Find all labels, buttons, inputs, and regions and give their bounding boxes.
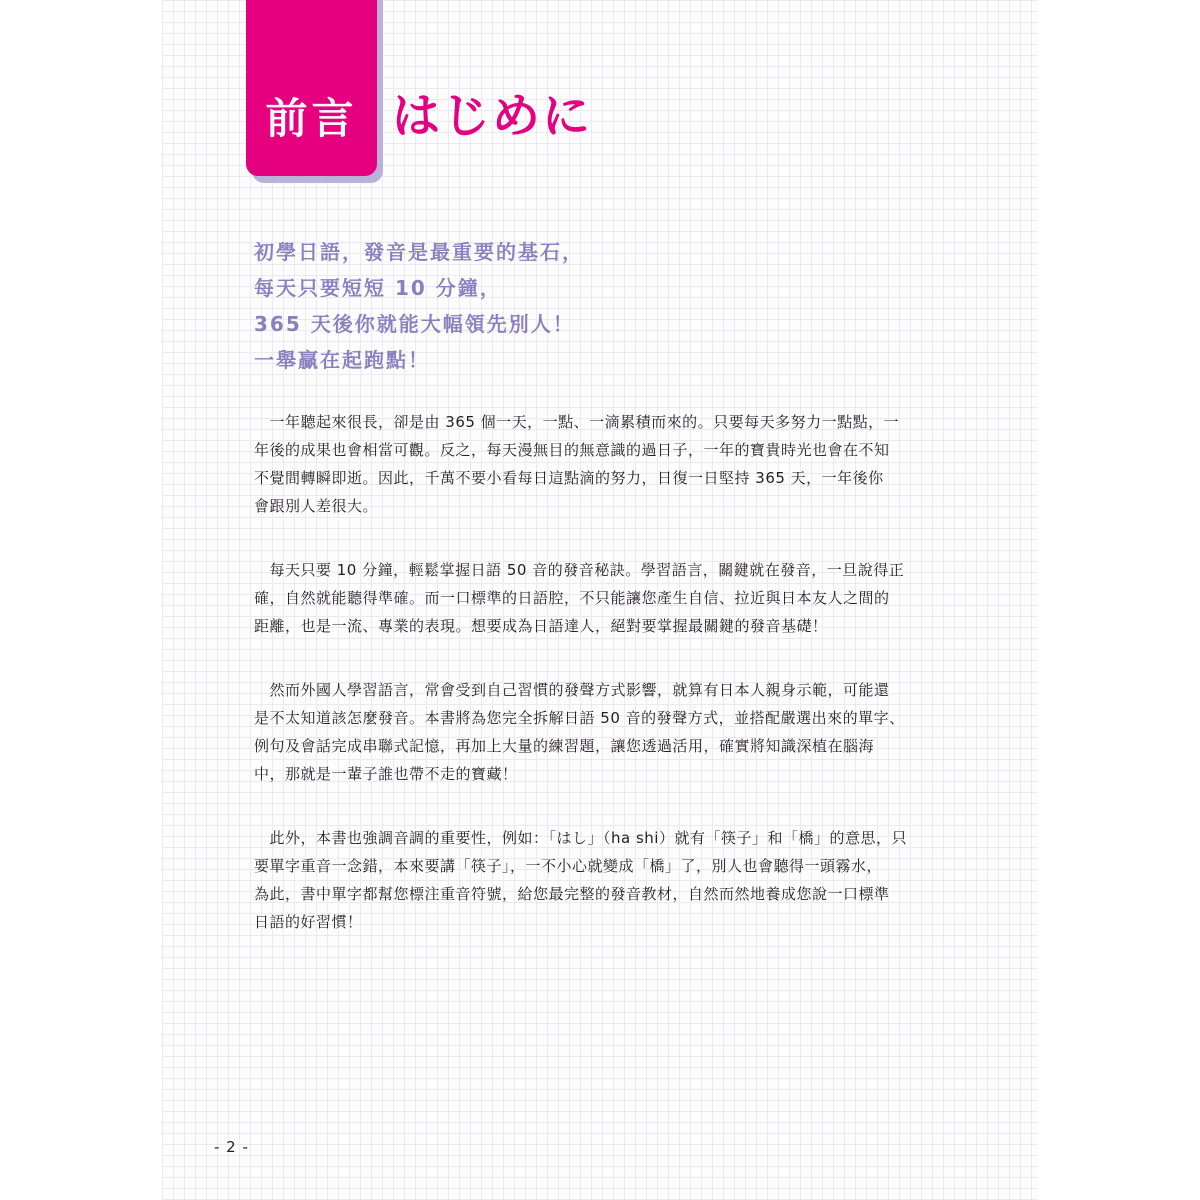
paragraph-2 — [254, 556, 924, 640]
paragraph-line: 中，那就是一輩子誰也帶不走的寶藏！ — [254, 765, 518, 783]
tagline-line: 365 天後你就能大幅領先別人！ — [254, 312, 575, 336]
paragraph-line: 年後的成果也會相當可觀。反之，每天漫無目的無意識的過日子，一年的寶貴時光也會在不知 — [254, 441, 890, 459]
paragraph-4 — [254, 824, 924, 936]
tagline — [254, 234, 914, 378]
paragraph-line: 確，自然就能聽得準確。而一口標準的日語腔，不只能讓您產生自信、拉近與日本友人之間的 — [254, 589, 890, 607]
page-number: - 2 - — [214, 1138, 249, 1156]
page-title: はじめに — [392, 88, 593, 144]
paragraph-line: 每天只要 10 分鐘，輕鬆掌握日語 50 音的發音秘訣。學習語言，關鍵就在發音，一旦說得正 — [254, 561, 905, 579]
paragraph-3 — [254, 676, 924, 788]
paragraph-line: 是不太知道該怎麼發音。本書將為您完全拆解日語 50 音的發聲方式，並搭配嚴選出來的單字、 — [254, 709, 905, 727]
paragraph-line: 日語的好習慣！ — [254, 913, 363, 931]
paragraph-line: 不覺間轉瞬即逝。因此，千萬不要小看每日這點滴的努力，日復一日堅持 365 天，一年後你 — [254, 469, 884, 487]
paragraph-line: 然而外國人學習語言，常會受到自己習慣的發聲方式影響，就算有日本人親身示範，可能還 — [254, 681, 890, 699]
paragraph-line: 距離，也是一流、專業的表現。想要成為日語達人，絕對要掌握最關鍵的發音基礎！ — [254, 617, 828, 635]
title-tab — [246, 0, 377, 176]
tagline-line: 每天只要短短 10 分鐘， — [254, 276, 502, 300]
paragraph-line: 例句及會話完成串聯式記憶，再加上大量的練習題，讓您透過活用，確實將知識深植在腦海 — [254, 737, 875, 755]
tagline-line: 一舉贏在起跑點！ — [254, 348, 430, 372]
paragraph-line: 一年聽起來很長，卻是由 365 個一天，一點、一滴累積而來的。只要每天多努力一點點，一 — [254, 413, 900, 431]
paragraph-line: 為此，書中單字都幫您標注重音符號，給您最完整的發音教材，自然而然地養成您說一口標準 — [254, 885, 890, 903]
paragraph-line: 會跟別人差很大。 — [254, 497, 379, 515]
paragraph-line: 要單字重音一念錯，本來要講「筷子」，一不小心就變成「橋」了，別人也會聽得一頭霧水， — [254, 857, 883, 875]
paragraph-line: 此外，本書也強調音調的重要性，例如：「はし」（ha shi）就有「筷子」和「橋」的意思，只 — [254, 829, 907, 847]
tagline-line: 初學日語，發音是最重要的基石， — [254, 240, 584, 264]
chapter-label: 前言 — [265, 94, 358, 143]
paragraph-1 — [254, 408, 924, 520]
